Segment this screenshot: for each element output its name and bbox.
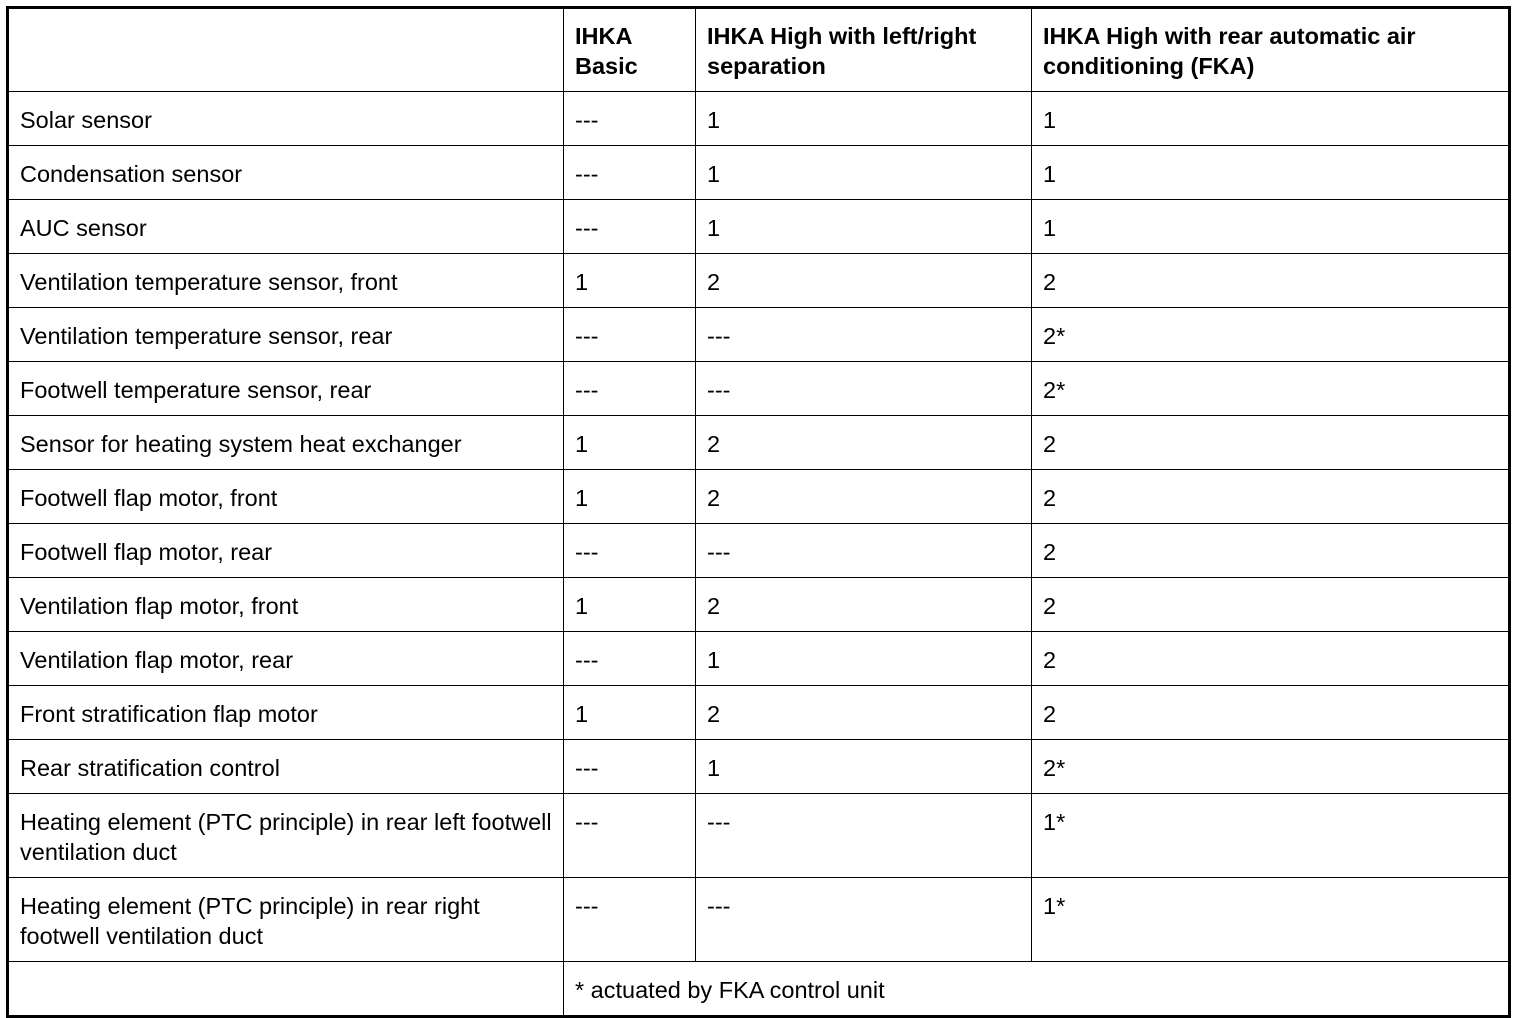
row-label: Footwell flap motor, front (8, 470, 564, 524)
cell-high-lr: 1 (696, 92, 1032, 146)
table-row (8, 470, 1510, 524)
cell-basic: --- (564, 878, 696, 962)
row-label: Footwell temperature sensor, rear (8, 362, 564, 416)
cell-high-fka: 2 (1032, 524, 1510, 578)
cell-basic: --- (564, 524, 696, 578)
cell-high-lr: --- (696, 878, 1032, 962)
cell-high-fka: 1 (1032, 200, 1510, 254)
row-label: Solar sensor (8, 92, 564, 146)
cell-high-fka: 1* (1032, 878, 1510, 962)
table-row (8, 794, 1510, 878)
cell-basic: --- (564, 92, 696, 146)
cell-high-lr: 1 (696, 632, 1032, 686)
row-label: Footwell flap motor, rear (8, 524, 564, 578)
row-label: Ventilation flap motor, rear (8, 632, 564, 686)
cell-high-fka: 2* (1032, 308, 1510, 362)
cell-basic: --- (564, 200, 696, 254)
table-row (8, 308, 1510, 362)
cell-high-lr: --- (696, 524, 1032, 578)
footnote: * actuated by FKA control unit (564, 962, 1510, 1017)
cell-high-fka: 2 (1032, 632, 1510, 686)
cell-high-lr: --- (696, 794, 1032, 878)
cell-high-lr: 2 (696, 416, 1032, 470)
table-row (8, 878, 1510, 962)
header-row (8, 8, 1510, 92)
cell-high-lr: 1 (696, 146, 1032, 200)
footnote-empty-cell (8, 962, 564, 1017)
table-row (8, 740, 1510, 794)
row-label: Ventilation temperature sensor, front (8, 254, 564, 308)
cell-high-lr: 2 (696, 470, 1032, 524)
table-row (8, 632, 1510, 686)
cell-high-fka: 2 (1032, 686, 1510, 740)
cell-high-lr: 2 (696, 254, 1032, 308)
table-row (8, 362, 1510, 416)
cell-high-fka: 1 (1032, 146, 1510, 200)
table-body (8, 92, 1510, 1017)
header-empty (8, 8, 564, 92)
table-row (8, 686, 1510, 740)
table-row (8, 254, 1510, 308)
cell-high-lr: --- (696, 362, 1032, 416)
table-row (8, 200, 1510, 254)
cell-high-fka: 1* (1032, 794, 1510, 878)
row-label: AUC sensor (8, 200, 564, 254)
header-ihka-high-left-right: IHKA High with left/right separation (696, 8, 1032, 92)
row-label: Rear stratification control (8, 740, 564, 794)
cell-basic: --- (564, 362, 696, 416)
cell-basic: --- (564, 308, 696, 362)
cell-high-fka: 2 (1032, 470, 1510, 524)
cell-high-lr: --- (696, 308, 1032, 362)
cell-basic: --- (564, 146, 696, 200)
row-label: Ventilation temperature sensor, rear (8, 308, 564, 362)
cell-basic: --- (564, 740, 696, 794)
cell-basic: 1 (564, 578, 696, 632)
table-row (8, 146, 1510, 200)
row-label: Ventilation flap motor, front (8, 578, 564, 632)
cell-high-lr: 2 (696, 578, 1032, 632)
table-row (8, 92, 1510, 146)
row-label: Heating element (PTC principle) in rear left footwell ventilation duct (8, 794, 564, 878)
component-table (6, 6, 1511, 1018)
cell-high-fka: 2* (1032, 362, 1510, 416)
row-label: Condensation sensor (8, 146, 564, 200)
cell-high-fka: 2 (1032, 254, 1510, 308)
table-row (8, 578, 1510, 632)
cell-high-fka: 1 (1032, 92, 1510, 146)
cell-basic: 1 (564, 686, 696, 740)
cell-basic: 1 (564, 470, 696, 524)
header-ihka-basic: IHKA Basic (564, 8, 696, 92)
row-label: Front stratification flap motor (8, 686, 564, 740)
cell-basic: 1 (564, 254, 696, 308)
header-ihka-high-fka: IHKA High with rear automatic air conditioning (FKA) (1032, 8, 1510, 92)
table-row (8, 416, 1510, 470)
cell-high-lr: 2 (696, 686, 1032, 740)
cell-basic: 1 (564, 416, 696, 470)
cell-high-fka: 2 (1032, 578, 1510, 632)
cell-high-lr: 1 (696, 200, 1032, 254)
cell-high-fka: 2* (1032, 740, 1510, 794)
footnote-row (8, 962, 1510, 1017)
cell-high-lr: 1 (696, 740, 1032, 794)
row-label: Sensor for heating system heat exchanger (8, 416, 564, 470)
cell-basic: --- (564, 794, 696, 878)
row-label: Heating element (PTC principle) in rear right footwell ventilation duct (8, 878, 564, 962)
cell-high-fka: 2 (1032, 416, 1510, 470)
cell-basic: --- (564, 632, 696, 686)
table-row (8, 524, 1510, 578)
